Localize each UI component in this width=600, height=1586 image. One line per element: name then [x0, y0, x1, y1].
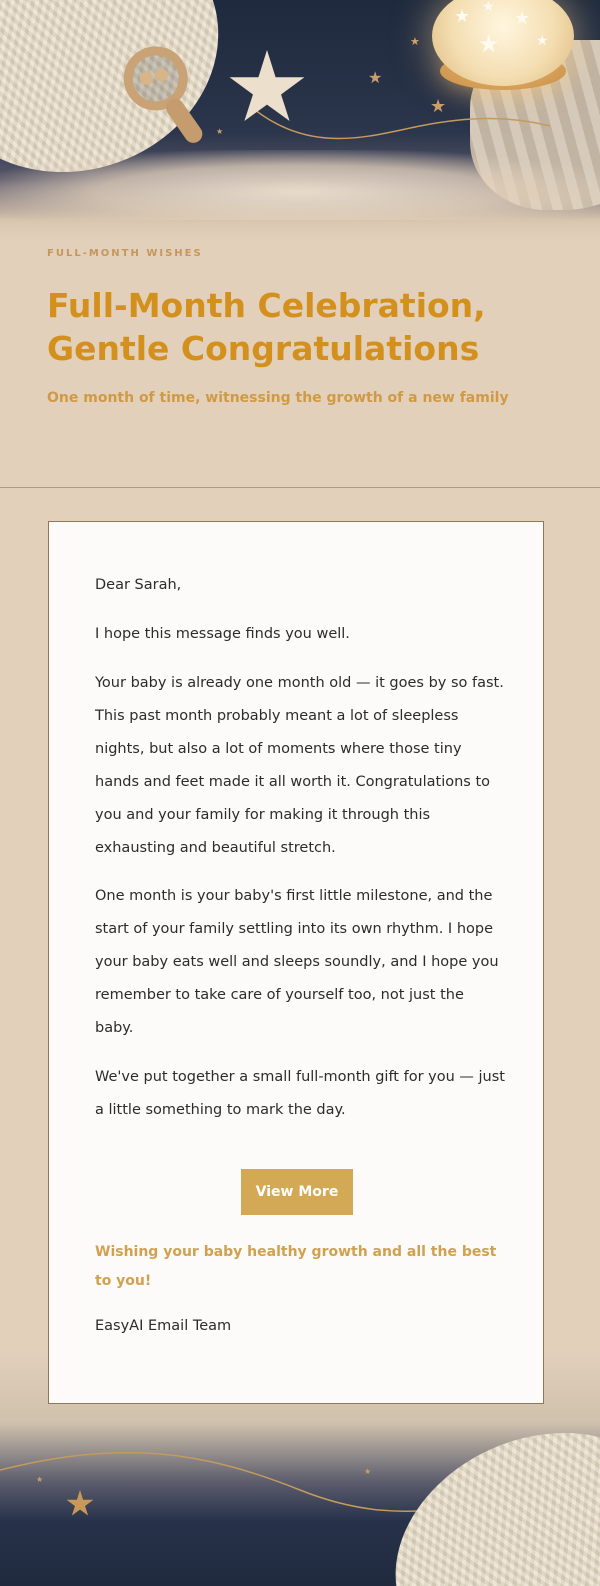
view-more-button[interactable]: View More — [241, 1169, 353, 1215]
eyebrow-label: FULL-MONTH WISHES — [47, 248, 203, 259]
header-divider — [0, 487, 600, 488]
signature: EasyAI Email Team — [95, 1318, 232, 1334]
hero-banner-image — [0, 0, 600, 240]
star-icon: ★ — [368, 68, 383, 87]
letter-paragraph: Your baby is already one month old — it goes by so fast. This past month probably meant a lot of sleepless nights, but also a lot of moments where those tiny hands and feet made it all worth it. Congratulations to you and your family for making it through this exhausting and beautiful stretch. — [95, 675, 504, 856]
letter-paragraph: One month is your baby's first little milestone, and the start of your family settling into its own rhythm. I hope your baby eats well and sleeps soundly, and I hope you remember to take care of yourself too, not just the baby. — [95, 888, 499, 1036]
star-icon: ★ — [430, 96, 447, 117]
letter-greeting: Dear Sarah, — [95, 577, 182, 593]
letter-card — [48, 521, 544, 1404]
gold-thread-decoration — [250, 96, 550, 156]
star-icon: ★ — [364, 1467, 372, 1476]
star-night-lamp-icon: ★ ★ ★ ★ ★ — [432, 0, 574, 96]
star-icon: ★ — [216, 127, 224, 136]
letter-opening: I hope this message finds you well. — [95, 626, 350, 642]
page-title: Full-Month Celebration, Gentle Congratulations — [47, 286, 486, 368]
star-icon: ★ — [410, 35, 420, 48]
letter-paragraph: We've put together a small full-month gift for you — just a little something to mark the day. — [95, 1069, 505, 1118]
mist-decoration — [0, 150, 600, 220]
page-subtitle: One month of time, witnessing the growth of a new family — [47, 390, 509, 406]
star-icon: ★ — [36, 1475, 44, 1484]
closing-wish: Wishing your baby healthy growth and all the best to you! — [95, 1244, 497, 1289]
